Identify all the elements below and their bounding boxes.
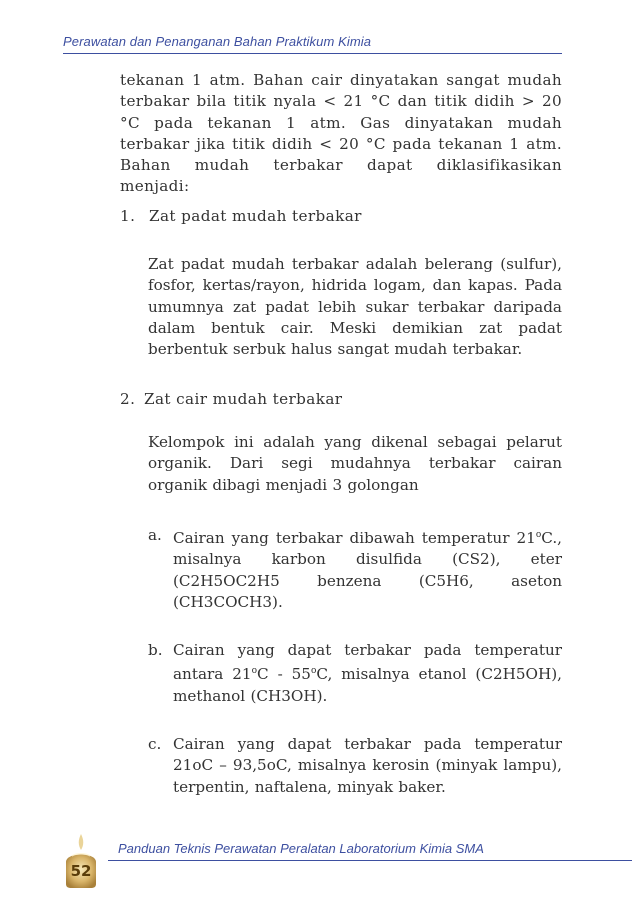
section-2-body: Kelompok ini adalah yang dikenal sebagai pelarut organik. Dari segi mudahnya terbakar cairan organik dibagi menjadi 3 golongan <box>148 433 562 494</box>
list-item-b <box>148 640 562 707</box>
list-item-text-part: C - 55 <box>257 665 311 684</box>
list-item-letter: a. <box>148 526 162 544</box>
list-item-text-part: C., misalnya karbon disulfida (CS2), eter (C2H5OC2H5 benzena (C5H6, aseton (CH3COCH3). <box>173 529 562 611</box>
list-item-text-part: Cairan yang terbakar dibawah temperatur 21 <box>173 529 536 548</box>
list-item-c <box>148 734 562 798</box>
header-rule <box>63 53 562 54</box>
list-item-text-part: Cairan yang dapat terbakar pada temperatur antara 21 <box>173 641 562 684</box>
section-heading-2 <box>120 390 342 408</box>
list-item-text <box>173 640 562 707</box>
section-title: Zat cair mudah terbakar <box>144 390 343 408</box>
list-item-text-part: C, misalnya etanol (C2H5OH), methanol (CH3OH). <box>173 665 562 705</box>
list-item-letter: c. <box>148 735 162 753</box>
superscript: o <box>251 666 257 677</box>
list-item-text: Cairan yang dapat terbakar pada temperatur 21oC – 93,5oC, misalnya kerosin (minyak lampu), terpentin, naftalena, minyak baker. <box>173 735 562 796</box>
list-item-letter: b. <box>148 641 163 659</box>
footer-rule <box>108 860 632 861</box>
superscript: o <box>310 666 317 677</box>
list-item-text <box>173 525 562 613</box>
superscript: o <box>535 530 542 540</box>
section-1-body: Zat padat mudah terbakar adalah belerang (sulfur), fosfor, kertas/rayon, hidrida logam, dan kapas. Pada umumnya zat padat lebih sukar terbakar daripada dalam bentuk cair. Meski demikian zat padat berbentuk serbuk halus sangat mudah terbakar. <box>148 255 562 359</box>
footer-title: Panduan Teknis Perawatan Peralatan Laboratorium Kimia SMA <box>118 841 484 856</box>
section-number: 1. <box>120 207 136 225</box>
intro-paragraph: tekanan 1 atm. Bahan cair dinyatakan sangat mudah terbakar bila titik nyala < 21 °C dan titik didih > 20 °C pada tekanan 1 atm. Gas dinyatakan mudah terbakar jika titik didih < 20 °C pada tekanan 1 atm. Bahan mudah terbakar dapat diklasifikasikan menjadi: <box>120 71 562 196</box>
section-title: Zat padat mudah terbakar <box>149 207 362 225</box>
page-number: 52 <box>70 862 92 880</box>
section-number: 2. <box>120 390 136 408</box>
section-heading-1 <box>120 207 362 225</box>
header-title: Perawatan dan Penanganan Bahan Praktikum Kimia <box>63 34 372 49</box>
list-item-a <box>148 525 562 613</box>
